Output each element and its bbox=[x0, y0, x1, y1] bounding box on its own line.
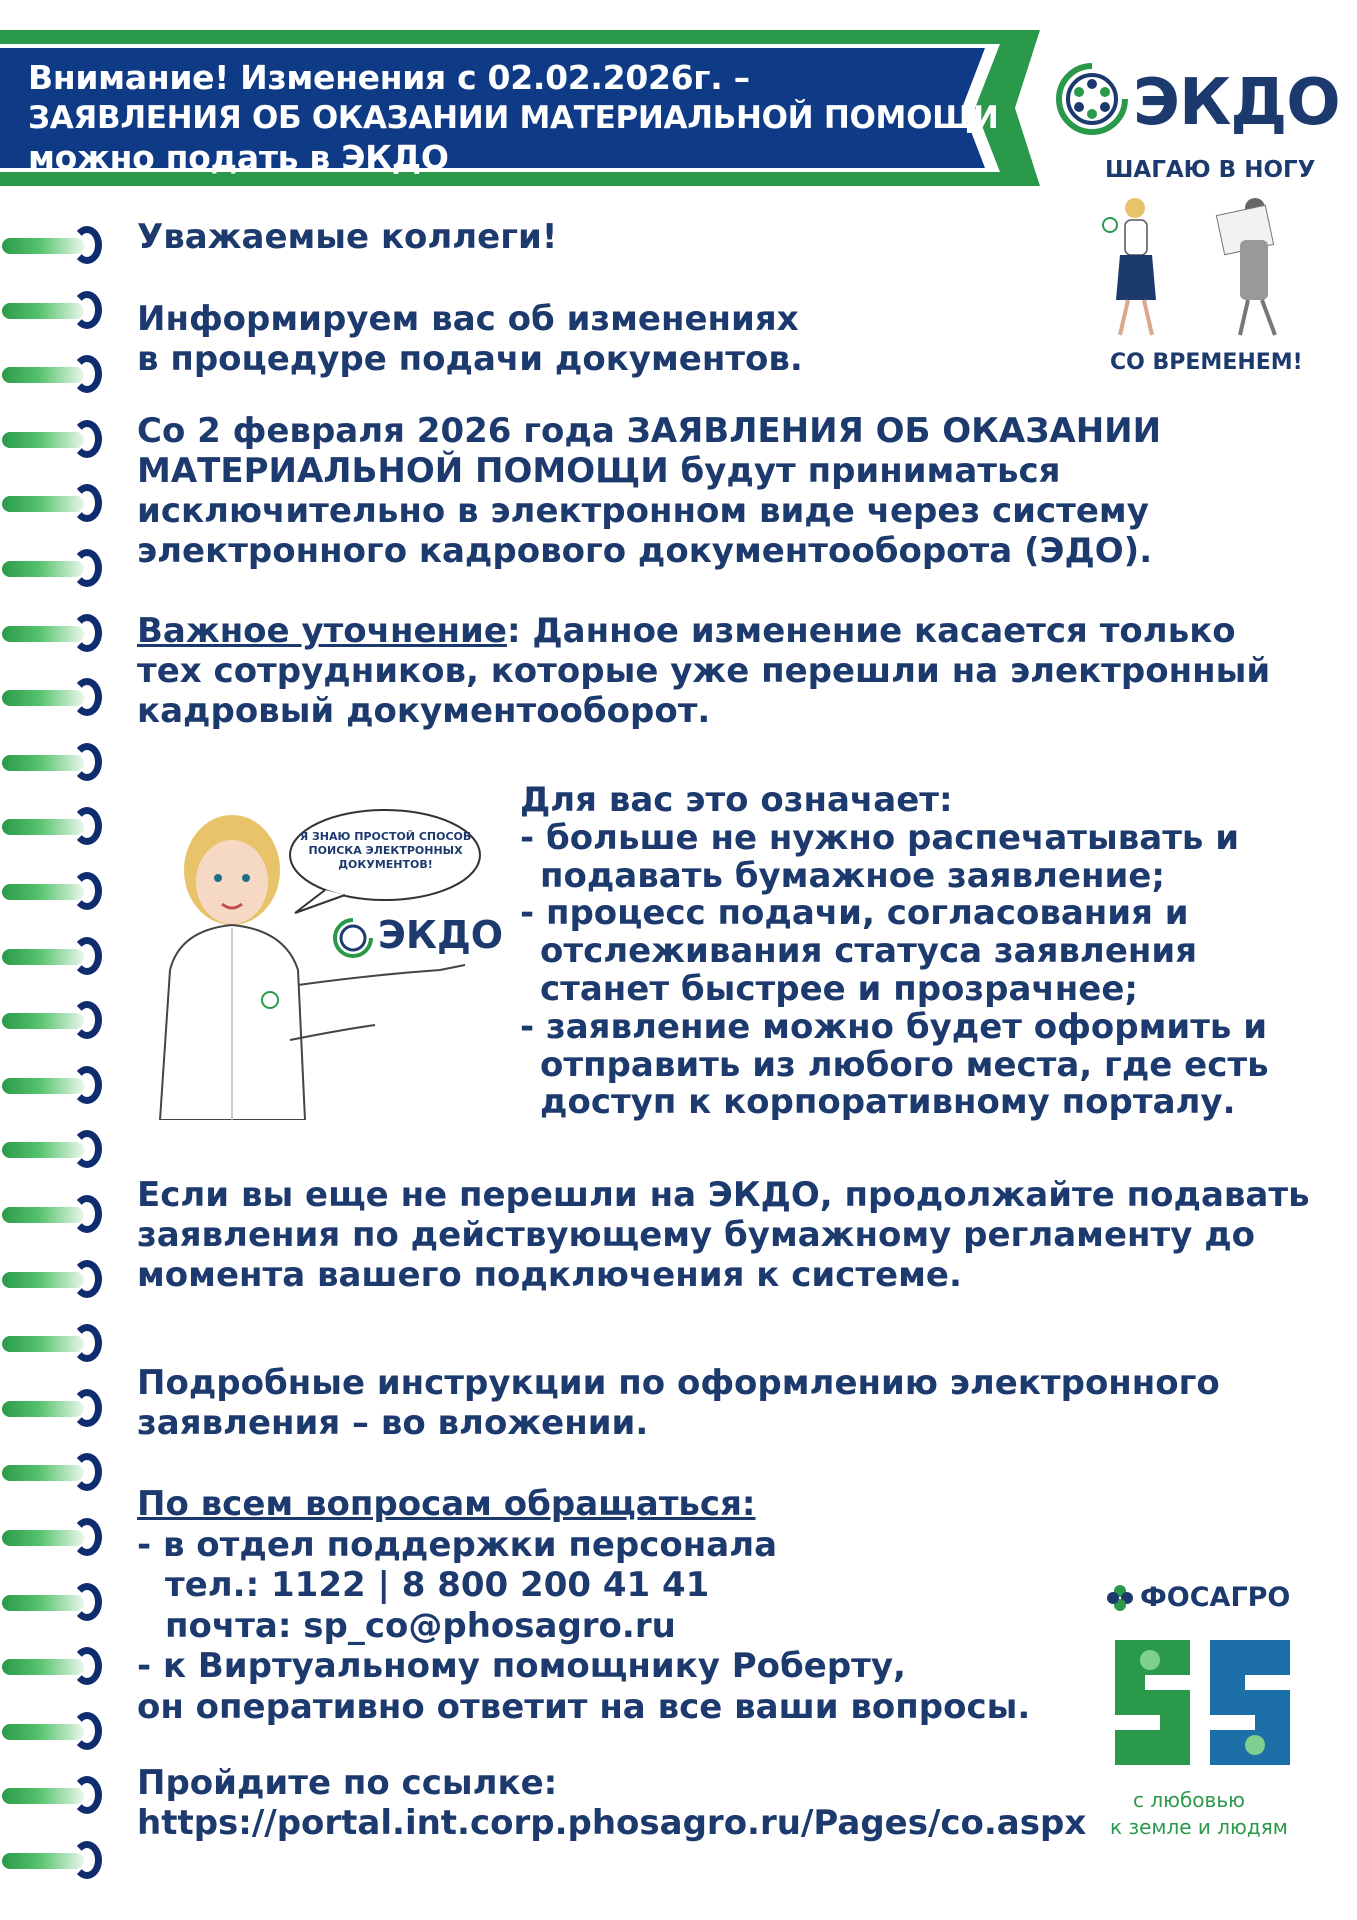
phosagro-flower-icon bbox=[1105, 1583, 1135, 1613]
contact-phone[interactable]: тел.: 1122 | 8 800 200 41 41 bbox=[165, 1565, 710, 1605]
spiral-ring bbox=[0, 1066, 112, 1106]
banner-line-2: ЗАЯВЛЕНИЯ ОБ ОКАЗАНИИ МАТЕРИАЛЬНОЙ ПОМОЩИ bbox=[28, 100, 999, 136]
spiral-ring bbox=[0, 1518, 112, 1558]
spiral-ring bbox=[0, 1260, 112, 1300]
header-banner bbox=[0, 30, 1040, 186]
spiral-ring bbox=[0, 1841, 112, 1881]
spiral-ring bbox=[0, 1130, 112, 1170]
contacts-block bbox=[137, 1484, 1030, 1727]
instructions-paragraph bbox=[137, 1363, 1220, 1443]
spiral-ring bbox=[0, 1712, 112, 1752]
paper-line: момента вашего подключения к системе. bbox=[137, 1255, 962, 1295]
list-item: - заявление можно будет оформить и bbox=[520, 1006, 1268, 1047]
footer-slogan-1: с любовью bbox=[1133, 1788, 1245, 1812]
spiral-ring bbox=[0, 1647, 112, 1687]
link-block bbox=[137, 1763, 1086, 1843]
link-label: Пройдите по ссылке: bbox=[137, 1763, 558, 1803]
note-label: Важное уточнение bbox=[137, 611, 507, 651]
spiral-ring bbox=[0, 1324, 112, 1364]
intro-line: в процедуре подачи документов. bbox=[137, 339, 803, 379]
logo-slogan-top: ШАГАЮ В НОГУ bbox=[1105, 157, 1316, 183]
spiral-ring bbox=[0, 1583, 112, 1623]
spiral-ring bbox=[0, 291, 112, 331]
main-line: электронного кадрового документооборота (ЭДО). bbox=[137, 531, 1153, 571]
note-line: кадровый документооборот. bbox=[137, 691, 711, 731]
portal-link[interactable]: https://portal.int.corp.phosagro.ru/Pages/co.aspx bbox=[137, 1803, 1087, 1843]
greeting: Уважаемые коллеги! bbox=[137, 217, 558, 257]
spiral-ring bbox=[0, 1001, 112, 1041]
benefits-list bbox=[520, 782, 1269, 1122]
spiral-ring bbox=[0, 743, 112, 783]
spiral-ring bbox=[0, 1195, 112, 1235]
list-item: доступ к корпоративному порталу. bbox=[540, 1082, 1236, 1123]
footer-slogan-2: к земле и людям bbox=[1110, 1815, 1288, 1839]
ekdo-logo bbox=[1055, 62, 1340, 142]
list-item: отслеживания статуса заявления bbox=[540, 931, 1198, 972]
paper-line: заявления по действующему бумажному регламенту до bbox=[137, 1215, 1256, 1255]
banner-text bbox=[28, 58, 999, 178]
intro-paragraph bbox=[137, 299, 803, 379]
spiral-ring bbox=[0, 355, 112, 395]
ekdo-logo-text: ЭКДО bbox=[1133, 66, 1340, 140]
spiral-ring bbox=[0, 872, 112, 912]
list-item: подавать бумажное заявление; bbox=[540, 855, 1165, 896]
instructions-line: Подробные инструкции по оформлению электронного bbox=[137, 1363, 1220, 1403]
spiral-ring bbox=[0, 807, 112, 847]
phosagro-logo: ФОСАГРО bbox=[1140, 1582, 1291, 1613]
instructions-line: заявления – во вложении. bbox=[137, 1403, 649, 1443]
mini-ekdo-logo: ЭКДО bbox=[378, 913, 504, 957]
speech-bubble-text: Я ЗНАЮ ПРОСТОЙ СПОСОБ ПОИСКА ЭЛЕКТРОННЫХ ДОКУМЕНТОВ! bbox=[299, 830, 472, 871]
benefits-title: Для вас это означает: bbox=[520, 780, 953, 820]
contact-line: - в отдел поддержки персонала bbox=[137, 1524, 778, 1565]
banner-line-1: Внимание! Изменения с 02.02.2026г. – bbox=[28, 58, 750, 97]
ekdo-network-icon bbox=[1055, 62, 1129, 136]
spiral-ring bbox=[0, 226, 112, 266]
note-line: тех сотрудников, которые уже перешли на электронный bbox=[137, 651, 1271, 691]
note-line: : Данное изменение касается только bbox=[506, 611, 1236, 651]
contact-line: он оперативно ответит на все ваши вопросы. bbox=[137, 1686, 1031, 1727]
list-item: - процесс подачи, согласования и bbox=[520, 893, 1189, 934]
spiral-ring bbox=[0, 1453, 112, 1493]
spiral-ring bbox=[0, 678, 112, 718]
main-line: Со 2 февраля 2026 года ЗАЯВЛЕНИЯ ОБ ОКАЗАНИИ bbox=[137, 411, 1162, 451]
phosagro-25-icon bbox=[1105, 1630, 1300, 1775]
contact-line: - к Виртуальному помощнику Роберту, bbox=[137, 1646, 906, 1686]
list-item: - больше не нужно распечатывать и bbox=[520, 817, 1240, 858]
list-item: отправить из любого места, где есть bbox=[540, 1044, 1269, 1085]
list-item: станет быстрее и прозрачнее; bbox=[540, 968, 1138, 1009]
spiral-ring bbox=[0, 614, 112, 654]
walking-women-illustration bbox=[1080, 190, 1310, 345]
main-line: МАТЕРИАЛЬНОЙ ПОМОЩИ будут приниматься bbox=[137, 451, 1061, 491]
contact-email[interactable]: почта: sp_co@phosagro.ru bbox=[165, 1605, 676, 1646]
spiral-ring bbox=[0, 484, 112, 524]
contacts-title: По всем вопросам обращаться: bbox=[137, 1484, 756, 1524]
spiral-ring bbox=[0, 937, 112, 977]
spiral-ring bbox=[0, 1776, 112, 1816]
spiral-ring bbox=[0, 1389, 112, 1429]
main-line: исключительно в электронном виде через систему bbox=[137, 491, 1149, 531]
paper-line: Если вы еще не перешли на ЭКДО, продолжайте подавать bbox=[137, 1175, 1310, 1215]
main-paragraph bbox=[137, 411, 1161, 571]
paper-paragraph bbox=[137, 1175, 1310, 1295]
banner-line-3: можно подать в ЭКДО bbox=[28, 138, 449, 177]
intro-line: Информируем вас об изменениях bbox=[137, 299, 799, 339]
spiral-ring bbox=[0, 420, 112, 460]
spiral-ring bbox=[0, 549, 112, 589]
mini-ekdo-icon bbox=[332, 917, 374, 959]
note-paragraph bbox=[137, 611, 1270, 731]
logo-slogan-bottom: СО ВРЕМЕНЕМ! bbox=[1110, 350, 1303, 375]
spiral-binding bbox=[0, 226, 112, 1916]
